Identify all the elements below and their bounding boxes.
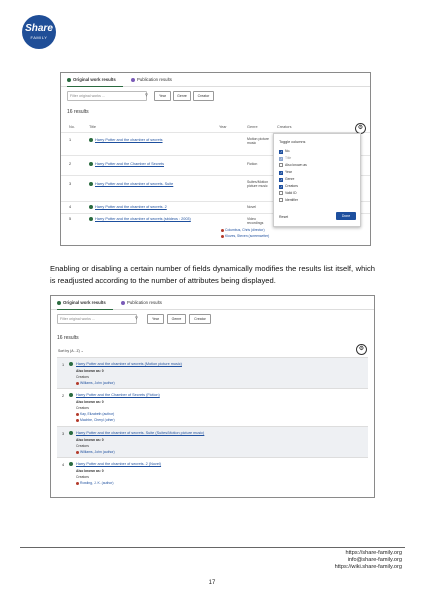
logo-text: Share xyxy=(25,23,53,34)
card-title-link[interactable]: Harry Potter and the Chamber of Secrets (Fiction) xyxy=(76,393,160,397)
tab-label: Original work results xyxy=(63,300,106,305)
checkbox-icon xyxy=(279,191,283,195)
option-label: No. xyxy=(285,149,291,153)
creator-name: Kloves, Steven (screenwriter) xyxy=(225,234,270,238)
checkbox-checked-icon: ✓ xyxy=(280,184,283,189)
checkbox-checked-icon: ✓ xyxy=(280,170,283,175)
row-number: 4 xyxy=(69,205,72,209)
active-tab-indicator xyxy=(67,86,123,87)
aka-text: Also known as: 0 xyxy=(76,438,104,442)
search-row xyxy=(51,314,374,326)
option-label: Creators xyxy=(285,184,299,188)
result-card[interactable] xyxy=(57,457,368,492)
footer-email-link[interactable]: info@share-family.org xyxy=(347,557,402,563)
work-icon xyxy=(89,162,93,166)
row-number: 1 xyxy=(69,138,72,142)
col-header-creators: Creators xyxy=(277,125,292,129)
row-genre: Novel xyxy=(247,205,256,209)
toggle-also-known-as[interactable] xyxy=(279,163,307,167)
card-title-link[interactable]: Harry Potter and the chamber of secrets (Motion picture music) xyxy=(76,362,182,366)
gear-icon[interactable]: ⚙ xyxy=(356,344,367,355)
creators-label: Creators xyxy=(76,444,90,448)
work-icon xyxy=(69,362,73,366)
card-title-link[interactable]: Harry Potter and the chamber of secrets. Suite (Suites/Motion picture music) xyxy=(76,431,205,435)
green-dot-icon xyxy=(67,78,71,82)
results-count: 16 results xyxy=(57,335,79,341)
creators-label: Creators xyxy=(76,475,90,479)
search-row xyxy=(61,91,370,103)
person-icon xyxy=(221,235,224,238)
page-number: 17 xyxy=(208,580,216,586)
option-label: Year xyxy=(285,170,292,174)
toggle-identifier[interactable] xyxy=(279,198,298,202)
work-icon xyxy=(89,182,93,186)
aka-text: Also known as: 0 xyxy=(76,469,104,473)
creator-link[interactable] xyxy=(76,450,115,454)
results-tabs xyxy=(51,296,374,310)
checkbox-icon xyxy=(279,163,283,167)
purple-dot-icon xyxy=(121,301,125,305)
row-title-link[interactable]: Harry Potter and the chamber of secrets xyxy=(95,138,163,142)
creator-name: Rowling, J. K. (author) xyxy=(80,481,114,485)
option-label: Valid ID xyxy=(285,191,297,196)
card-number: 3 xyxy=(62,432,65,436)
person-icon xyxy=(76,382,79,385)
row-number: 2 xyxy=(69,162,72,166)
card-title-link[interactable]: Harry Potter and the chamber of secrets. 2 (Novel) xyxy=(76,462,162,466)
results-count: 16 results xyxy=(67,109,89,115)
creator-link[interactable] xyxy=(76,481,114,485)
chevron-down-icon: ⌄ xyxy=(80,349,84,353)
row-genre: Video recordings xyxy=(247,217,264,226)
toggle-year[interactable] xyxy=(279,170,292,175)
person-icon xyxy=(76,413,79,416)
creator-link[interactable] xyxy=(221,234,269,238)
genre-button[interactable]: Genre xyxy=(167,314,186,324)
col-header-title: Title xyxy=(89,125,97,129)
creator-name: Kay, Elizabeth (author) xyxy=(80,412,115,416)
row-genre: Suites/Motion picture music xyxy=(247,180,269,189)
card-number: 1 xyxy=(62,363,65,367)
option-label: Title xyxy=(285,156,292,160)
person-icon xyxy=(76,451,79,454)
result-card[interactable] xyxy=(57,388,368,427)
creator-name: Columbus, Chris (director) xyxy=(225,228,265,232)
footer-wiki-link[interactable]: https://wiki.share-family.org xyxy=(334,564,402,570)
active-tab-indicator xyxy=(57,309,113,310)
popup-title: Toggle columns xyxy=(279,140,306,144)
card-number: 2 xyxy=(62,394,65,398)
toggle-no[interactable] xyxy=(279,149,290,154)
row-genre: Fiction xyxy=(247,162,258,166)
creators-label: Creators xyxy=(76,406,90,410)
sort-dropdown[interactable] xyxy=(58,349,84,353)
share-family-logo xyxy=(22,15,56,49)
filter-input[interactable]: Filter original works ... xyxy=(57,314,137,324)
option-label: Identifier xyxy=(285,198,299,203)
screenshot-adjusted-results xyxy=(50,295,375,498)
toggle-creators[interactable] xyxy=(279,184,298,189)
search-icon[interactable]: ⚲ xyxy=(135,315,138,320)
search-icon[interactable]: ⚲ xyxy=(145,92,148,97)
also-known-as xyxy=(76,400,104,404)
creator-link[interactable] xyxy=(76,412,114,416)
creator-link[interactable] xyxy=(76,381,115,385)
footer-website-link[interactable]: https://share-family.org xyxy=(345,550,402,556)
row-title-link[interactable]: Harry Potter and the chamber of secrets (sbideos : 2003) xyxy=(95,217,191,221)
col-header-genre: Genre xyxy=(247,125,258,129)
row-title-link[interactable]: Harry Potter and the Chamber of Secrets xyxy=(95,162,165,166)
creator-button[interactable]: Creator xyxy=(189,314,211,324)
tab-original-work-results[interactable] xyxy=(57,300,106,305)
card-number: 4 xyxy=(62,463,65,467)
creator-name: Machbe, Cheryl (other) xyxy=(80,418,115,422)
sort-label: Sort by (A - Z) xyxy=(58,349,80,353)
work-icon xyxy=(89,217,93,221)
creators-label: Creators xyxy=(76,375,90,379)
aka-text: Also known as: 0 xyxy=(76,369,104,373)
gear-icon[interactable]: ⚙ xyxy=(355,123,366,134)
result-card[interactable] xyxy=(57,426,368,458)
row-number: 5 xyxy=(69,217,72,221)
option-label: Genre xyxy=(285,177,295,181)
footer-divider xyxy=(20,547,405,548)
aka-text: Also known as: 0 xyxy=(76,400,104,404)
col-header-year: Year xyxy=(219,125,227,129)
work-icon xyxy=(69,431,73,435)
checkbox-checked-icon: ✓ xyxy=(280,177,283,182)
row-title-link[interactable]: Harry Potter and the chamber of secrets. Suite xyxy=(95,182,174,186)
also-known-as xyxy=(76,438,104,442)
person-icon xyxy=(76,482,79,485)
tab-label: Publication results xyxy=(137,77,172,82)
work-icon xyxy=(69,393,73,397)
creator-button[interactable]: Creator xyxy=(193,91,214,101)
reset-button[interactable]: Reset xyxy=(279,215,289,219)
work-icon xyxy=(89,138,93,142)
creator-name: Williams, John (author) xyxy=(80,450,115,454)
filter-input[interactable]: Filter original works ... xyxy=(67,91,147,101)
option-label: Also known as xyxy=(285,163,307,168)
result-card[interactable] xyxy=(57,357,368,389)
toggle-valid-id[interactable] xyxy=(279,191,297,195)
toggle-genre[interactable] xyxy=(279,177,294,182)
done-button[interactable]: Done xyxy=(336,212,356,220)
green-dot-icon xyxy=(57,301,61,305)
body-paragraph: Enabling or disabling a certain number of fields dynamically modifies the results list itself, which is readjusted according to the number of attributes being displayed. xyxy=(50,264,375,285)
screenshot-toggle-columns xyxy=(60,72,371,246)
creator-name: Williams, John (author) xyxy=(80,381,115,385)
genre-button[interactable]: Genre xyxy=(173,91,191,101)
creator-link[interactable] xyxy=(76,418,115,422)
also-known-as xyxy=(76,369,104,373)
checkbox-checked-icon: ✓ xyxy=(280,156,283,161)
also-known-as xyxy=(76,469,104,473)
tab-label: Publication results xyxy=(127,300,162,305)
person-icon xyxy=(76,419,79,422)
purple-dot-icon xyxy=(131,78,135,82)
work-icon xyxy=(89,205,93,209)
toggle-columns-popup xyxy=(273,133,361,227)
row-title-link[interactable]: Harry Potter and the chamber of secrets. 2 xyxy=(95,205,167,209)
logo-subtext: FAMILY xyxy=(30,35,48,40)
tab-publication-results[interactable] xyxy=(131,77,172,82)
toggle-title[interactable] xyxy=(279,156,291,161)
tab-label: Original work results xyxy=(73,77,116,82)
checkbox-icon xyxy=(279,198,283,202)
results-tabs xyxy=(61,73,370,87)
year-button[interactable]: Year xyxy=(154,91,171,101)
col-header-no: No. xyxy=(69,125,75,129)
row-number: 3 xyxy=(69,182,72,186)
year-button[interactable]: Year xyxy=(147,314,164,324)
row-genre: Motion picture music xyxy=(247,137,269,146)
tab-original-work-results[interactable] xyxy=(67,77,116,82)
work-icon xyxy=(69,462,73,466)
tab-publication-results[interactable] xyxy=(121,300,162,305)
person-icon xyxy=(221,229,224,232)
checkbox-checked-icon: ✓ xyxy=(280,149,283,154)
creator-link[interactable] xyxy=(221,228,265,232)
